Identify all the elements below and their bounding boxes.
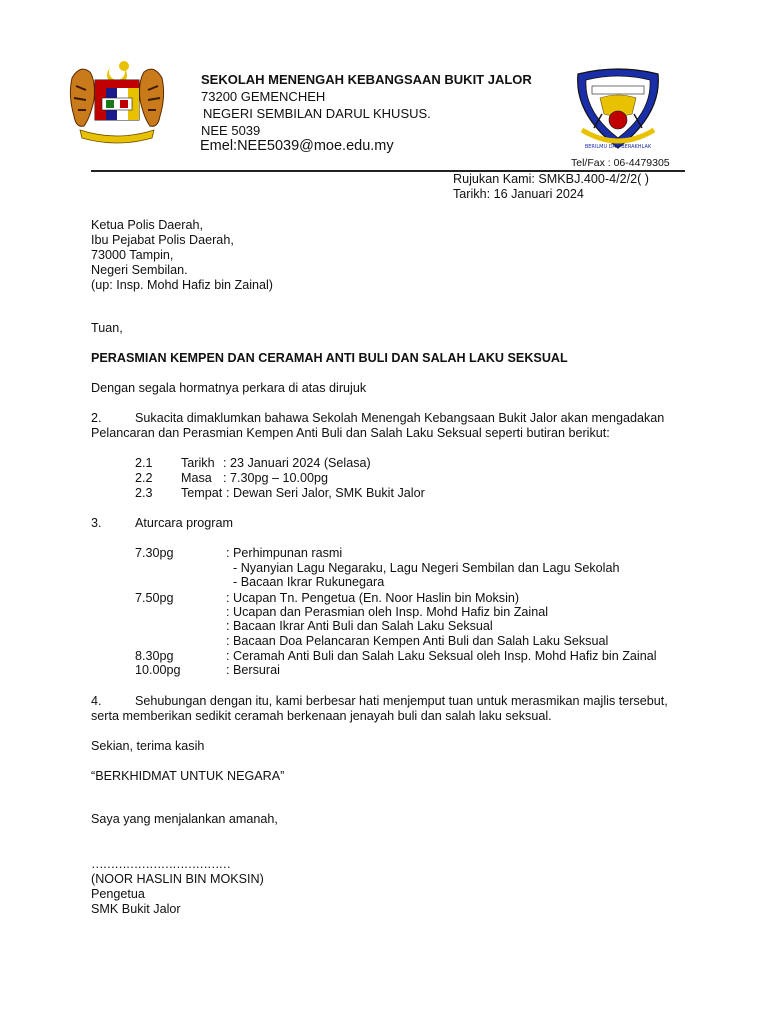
signatory-title: Pengetua bbox=[91, 887, 145, 901]
para4-number: 4. bbox=[91, 694, 102, 708]
recipient-line: Negeri Sembilan. bbox=[91, 263, 188, 277]
para4-line2: serta memberikan sedikit ceramah berkenaan jenayah buli dan salah laku seksual. bbox=[91, 709, 552, 723]
signature-intro: Saya yang menjalankan amanah, bbox=[91, 812, 278, 826]
signature-line: ……………………………… bbox=[91, 857, 231, 871]
para3-number: 3. bbox=[91, 516, 102, 530]
salutation: Tuan, bbox=[91, 321, 123, 335]
detail-number: 2.1 bbox=[135, 456, 153, 470]
detail-label: Tempat bbox=[181, 486, 223, 500]
signatory-school: SMK Bukit Jalor bbox=[91, 902, 181, 916]
para4-line1: Sehubungan dengan itu, kami berbesar hati menjemput tuan untuk merasmikan majlis tersebut, bbox=[135, 694, 668, 708]
detail-value: : 23 Januari 2024 (Selasa) bbox=[223, 456, 371, 470]
program-item: : Ucapan Tn. Pengetua (En. Noor Haslin bin Moksin) bbox=[226, 591, 520, 605]
para2-line2: Pelancaran dan Perasmian Kempen Anti Buli dan Salah Laku Seksual seperti butiran berikut: bbox=[91, 426, 610, 440]
detail-number: 2.3 bbox=[135, 486, 153, 500]
recipient-line: Ibu Pejabat Polis Daerah, bbox=[91, 233, 234, 247]
detail-number: 2.2 bbox=[135, 471, 153, 485]
para2-number: 2. bbox=[91, 411, 102, 425]
detail-value: : Dewan Seri Jalor, SMK Bukit Jalor bbox=[226, 486, 425, 500]
school-email: Emel:NEE5039@moe.edu.my bbox=[200, 138, 394, 154]
program-time: 10.00pg bbox=[135, 663, 181, 677]
program-item: : Ceramah Anti Buli dan Salah Laku Seksual oleh Insp. Mohd Hafiz bin Zainal bbox=[226, 649, 657, 663]
reference-number: Rujukan Kami: SMKBJ.400-4/2/2( ) bbox=[453, 172, 649, 186]
program-time: 8.30pg bbox=[135, 649, 174, 663]
recipient-line: 73000 Tampin, bbox=[91, 248, 174, 262]
program-time: 7.30pg bbox=[135, 546, 174, 560]
para2-line1: Sukacita dimaklumkan bahawa Sekolah Menengah Kebangsaan Bukit Jalor akan mengadakan bbox=[135, 411, 665, 425]
tel-fax: Tel/Fax : 06-4479305 bbox=[571, 157, 670, 169]
address-line-2: NEGERI SEMBILAN DARUL KHUSUS. bbox=[203, 106, 431, 121]
letter-subject: PERASMIAN KEMPEN DAN CERAMAH ANTI BULI DAN SALAH LAKU SEKSUAL bbox=[91, 351, 568, 365]
program-item: : Bacaan Ikrar Anti Buli dan Salah Laku Seksual bbox=[226, 619, 493, 633]
school-name: SEKOLAH MENENGAH KEBANGSAAN BUKIT JALOR bbox=[201, 72, 532, 87]
motto: “BERKHIDMAT UNTUK NEGARA” bbox=[91, 769, 285, 783]
recipient-line: Ketua Polis Daerah, bbox=[91, 218, 204, 232]
school-code: NEE 5039 bbox=[201, 123, 261, 138]
letter-date: Tarikh: 16 Januari 2024 bbox=[453, 187, 584, 201]
detail-value: : 7.30pg – 10.00pg bbox=[223, 471, 329, 485]
detail-label: Masa bbox=[181, 471, 212, 485]
program-item: : Bacaan Doa Pelancaran Kempen Anti Buli dan Salah Laku Seksual bbox=[226, 634, 609, 648]
opening-line: Dengan segala hormatnya perkara di atas dirujuk bbox=[91, 381, 367, 395]
program-item: : Ucapan dan Perasmian oleh Insp. Mohd Hafiz bin Zainal bbox=[226, 605, 549, 619]
closing-line: Sekian, terima kasih bbox=[91, 739, 205, 753]
school-badge-logo bbox=[572, 68, 664, 152]
coat-of-arms-logo bbox=[62, 58, 172, 148]
program-item: - Bacaan Ikrar Rukunegara bbox=[226, 575, 385, 589]
program-item: : Bersurai bbox=[226, 663, 280, 677]
program-item: - Nyanyian Lagu Negaraku, Lagu Negeri Sembilan dan Lagu Sekolah bbox=[226, 561, 620, 575]
recipient-line: (up: Insp. Mohd Hafiz bin Zainal) bbox=[91, 278, 273, 292]
detail-label: Tarikh bbox=[181, 456, 215, 470]
para3-title: Aturcara program bbox=[135, 516, 233, 530]
signatory-name: (NOOR HASLIN BIN MOKSIN) bbox=[91, 872, 264, 886]
address-line-1: 73200 GEMENCHEH bbox=[201, 89, 326, 104]
program-item: : Perhimpunan rasmi bbox=[226, 546, 343, 560]
program-time: 7.50pg bbox=[135, 591, 174, 605]
svg-text:BERILMU DAN BERAKHLAK: BERILMU DAN BERAKHLAK bbox=[584, 144, 652, 150]
